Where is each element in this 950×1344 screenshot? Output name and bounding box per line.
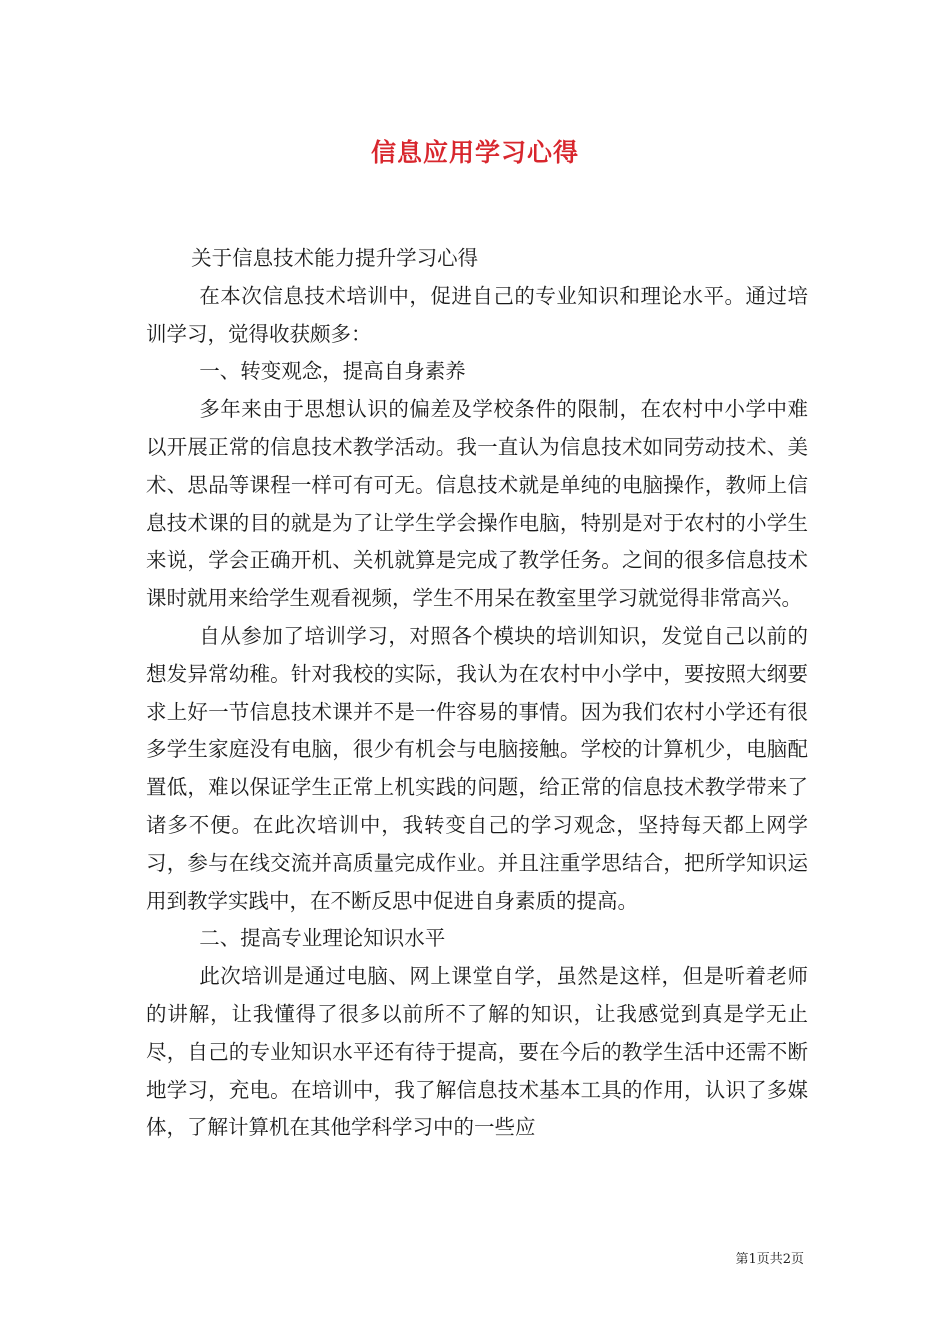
page-title: 信息应用学习心得 <box>370 138 579 167</box>
paragraph: 多年来由于思想认识的偏差及学校条件的限制，在农村中小学中难以开展正常的信息技术教学活动。我一直认为信息技术如同劳动技术、美术、思品等课程一样可有可无。信息技术就是单纯的电脑操作，教师上信息技术课的目的就是为了让学生学会操作电脑，特别是对于农村的小学生来说，学会正确开机、关机就算是完成了教学任务。之间的很多信息技术课时就用来给学生观看视频，学生不用呆在教室里学习就觉得非常高兴。 <box>146 397 808 611</box>
section-heading: 二、提高专业理论知识水平 <box>199 926 446 951</box>
paragraph: 此次培训是通过电脑、网上课堂自学，虽然是这样，但是听着老师的讲解，让我懂得了很多以前所不了解的知识，让我感觉到真是学无止尽，自己的专业知识水平还有待于提高，要在今后的教学生活中还需不断地学习，充电。在培训中，我了解信息技术基本工具的作用，认识了多媒体，了解计算机在其他学科学习中的一些应 <box>146 964 808 1140</box>
paragraph: 在本次信息技术培训中，促进自己的专业知识和理论水平。通过培训学习，觉得收获颇多： <box>146 283 808 346</box>
document-body <box>146 240 808 1147</box>
section-heading: 一、转变观念，提高自身素养 <box>199 359 466 384</box>
subtitle: 关于信息技术能力提升学习心得 <box>191 246 479 270</box>
page-number: 第1页共2页 <box>735 1252 804 1267</box>
paragraph: 自从参加了培训学习，对照各个模块的培训知识，发觉自己以前的想发异常幼稚。针对我校的实际，我认为在农村中小学中，要按照大纲要求上好一节信息技术课并不是一件容易的事情。因为我们农村小学还有很多学生家庭没有电脑，很少有机会与电脑接触。学校的计算机少，电脑配置低，难以保证学生正常上机实践的问题，给正常的信息技术教学带来了诸多不便。在此次培训中，我转变自己的学习观念，坚持每天都上网学习，参与在线交流并高质量完成作业。并且注重学思结合，把所学知识运用到教学实践中，在不断反思中促进自身素质的提高。 <box>146 623 808 913</box>
